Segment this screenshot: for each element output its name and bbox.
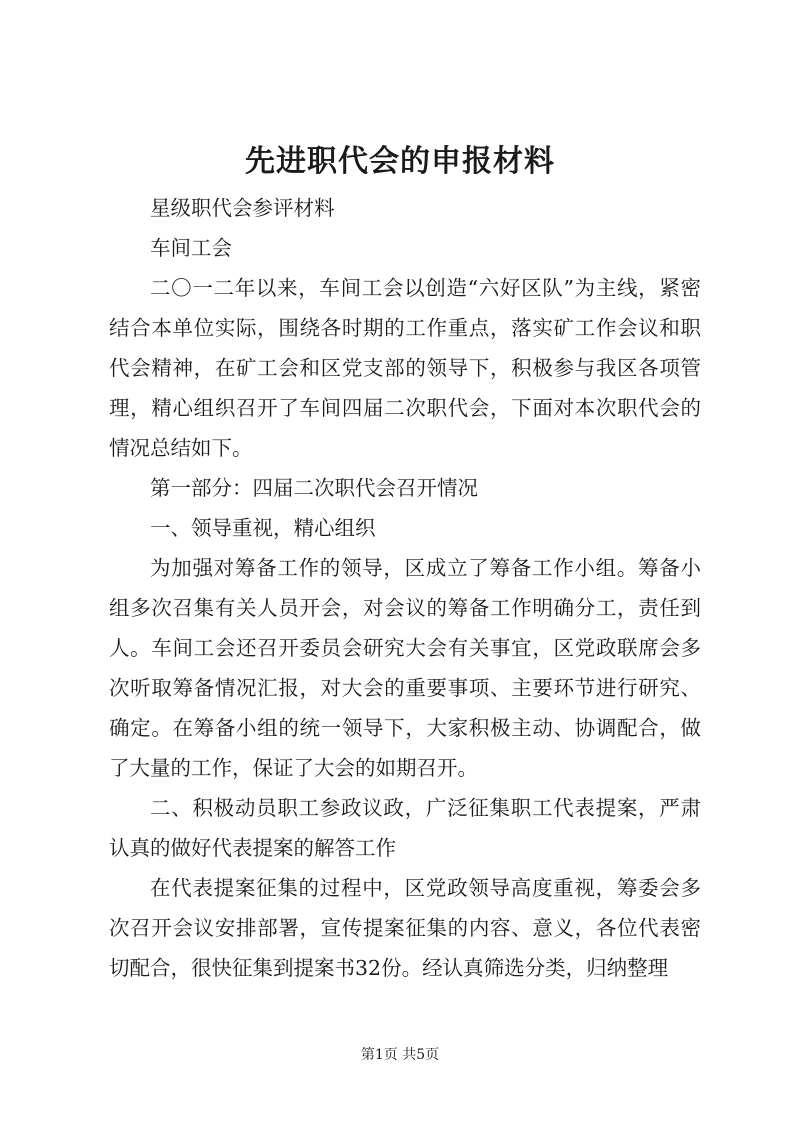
subsection-heading-two: 二、积极动员职工参政议政，广泛征集职工代表提案，严肃认真的做好代表提案的解答工作 [109,796,701,860]
paragraph-proposals: 在代表提案征集的过程中，区党政领导高度重视，筹委会多次召开会议安排部署，宣传提案征集的内容、意义，各位代表密切配合，很快征集到提案书32份。经认真筛选分类，归纳整理 [109,876,701,980]
document-body [109,188,701,988]
page-footer: 第1页 共5页 [360,1047,440,1063]
subsection-heading-one: 一、领导重视，精心组织 [150,516,376,540]
paragraph-department: 车间工会 [150,236,232,260]
paragraph-preparation: 为加强对筹备工作的领导，区成立了筹备工作小组。筹备小组多次召集有关人员开会，对会议的筹备工作明确分工，责任到人。车间工会还召开委员会研究大会有关事宜，区党政联席会多次听取筹备情况汇报，对大会的重要事项、主要环节进行研究、确定。在筹备小组的统一领导下，大家积极主动、协调配合，做了大量的工作，保证了大会的如期召开。 [109,556,701,780]
paragraph-subtitle: 星级职代会参评材料 [150,196,335,220]
section-heading-part-one: 第一部分：四届二次职代会召开情况 [150,476,478,500]
paragraph-intro: 二〇一二年以来，车间工会以创造“六好区队”为主线，紧密结合本单位实际，围绕各时期的工作重点，落实矿工作会议和职代会精神，在矿工会和区党支部的领导下，积极参与我区各项管理，精心组织召开了车间四届二次职代会，下面对本次职代会的情况总结如下。 [109,276,701,460]
document-title: 先进职代会的申报材料 [245,144,555,179]
